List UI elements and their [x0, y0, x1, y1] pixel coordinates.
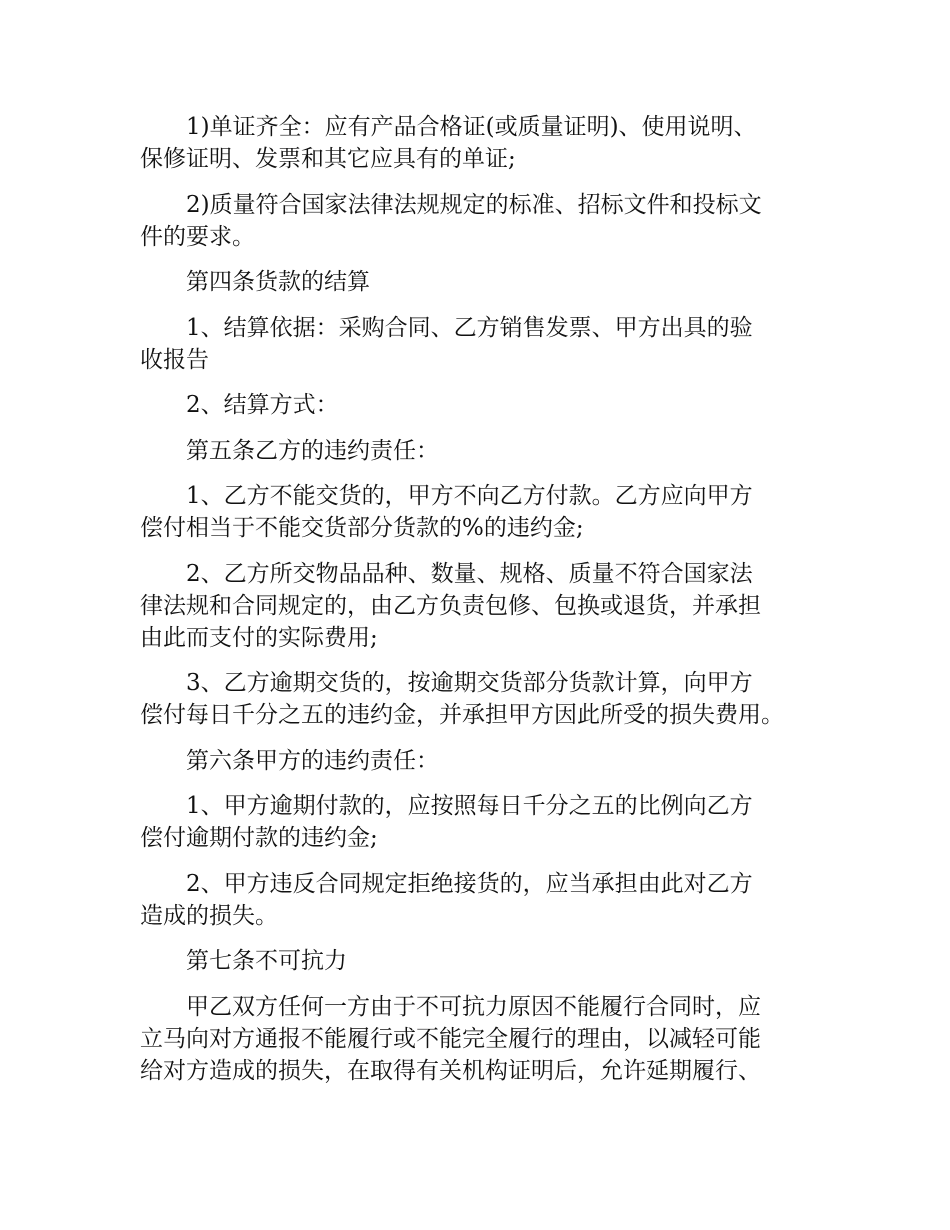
section-heading-7: 第七条不可抗力	[186, 948, 347, 974]
paragraph-4: 2、结算方式：	[186, 392, 339, 418]
paragraph-10: 甲乙双方任何一方由于不可抗力原因不能履行合同时，应 立马向对方通报不能履行或不能完全履行的理由，以减轻可能 给对方造成的损失，在取得有关机构证明后，允许延期履行、	[140, 993, 761, 1084]
document-body	[140, 111, 830, 1100]
section-heading-5: 第五条乙方的违约责任：	[186, 437, 439, 464]
paragraph-8: 1、甲方逾期付款的，应按照每日千分之五的比例向乙方 偿付逾期付款的违约金;	[140, 793, 753, 851]
paragraph-9: 2、甲方违反合同规定拒绝接货的，应当承担由此对乙方 造成的损失。	[140, 870, 753, 929]
section-heading-6: 第六条甲方的违约责任：	[186, 747, 439, 774]
paragraph-5: 1、乙方不能交货的，甲方不向乙方付款。乙方应向甲方 偿付相当于不能交货部分货款的%的违约金;	[140, 483, 753, 541]
paragraph-7: 3、乙方逾期交货的，按逾期交货部分货款计算，向甲方 偿付每日千分之五的违约金，并承担甲方因此所受的损失费用。	[140, 670, 784, 728]
paragraph-3: 1、结算依据：采购合同、乙方销售发票、甲方出具的验 收报告	[140, 314, 753, 373]
paragraph-6: 2、乙方所交物品品种、数量、规格、质量不符合国家法 律法规和合同规定的，由乙方负责包修、包换或退货，并承担 由此而支付的实际费用;	[140, 560, 761, 651]
section-heading-4: 第四条货款的结算	[186, 269, 370, 295]
paragraph-1: 1)单证齐全：应有产品合格证(或质量证明)、使用说明、 保修证明、发票和其它应具有的单证;	[140, 114, 757, 172]
paragraph-2: 2)质量符合国家法律法规规定的标准、招标文件和投标文 件的要求。	[140, 191, 762, 250]
